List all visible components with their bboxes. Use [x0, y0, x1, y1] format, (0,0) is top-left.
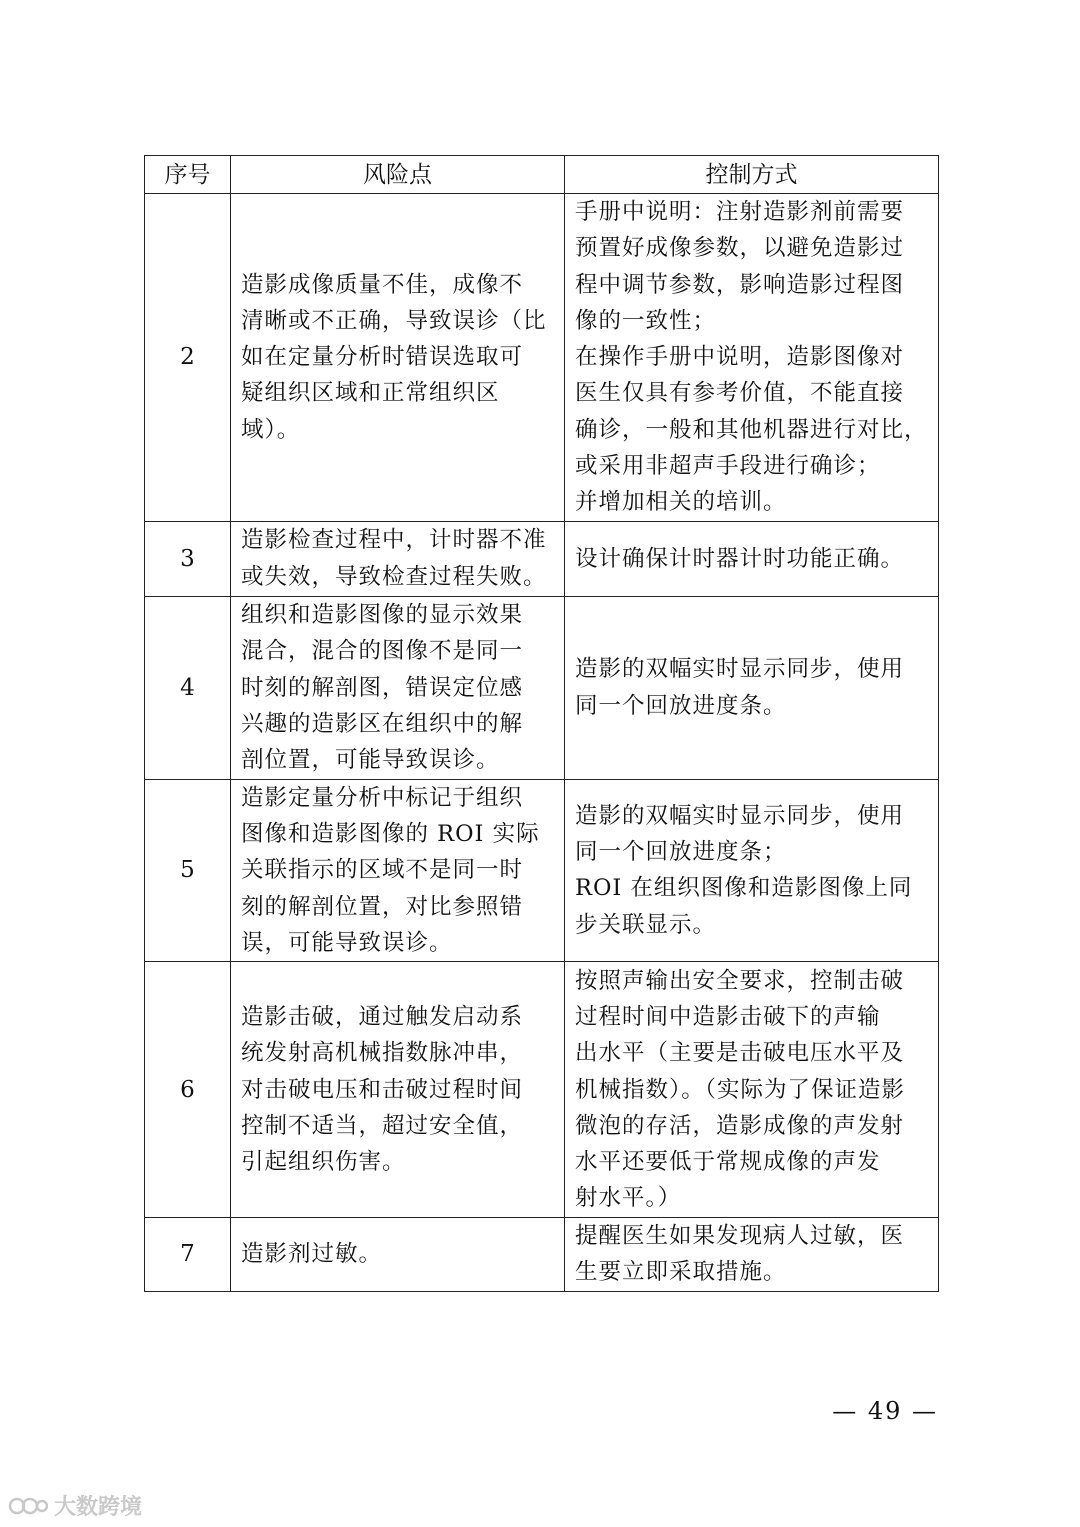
- risk-text-line: 剖位置，可能导致误诊。: [241, 747, 500, 774]
- table-row: [145, 194, 939, 522]
- control-text-line: 预置好成像参数，以避免造影过: [575, 235, 905, 262]
- risk-text-line: 对击破电压和击破过程时间: [241, 1076, 524, 1103]
- risk-text-line: 统发射高机械指数脉冲串，: [241, 1040, 524, 1067]
- row-index: 5: [145, 779, 231, 961]
- control-text-line: 生要立即采取措施。: [575, 1259, 787, 1286]
- control-text-line: 微泡的存活，造影成像的声发射: [575, 1112, 905, 1139]
- risk-text-line: 造影成像质量不佳，成像不: [241, 271, 524, 298]
- row-index: 2: [145, 194, 231, 522]
- table-header-row: [145, 156, 939, 194]
- control-text-line: 设计确保计时器计时功能正确。: [575, 545, 905, 572]
- row-index: 4: [145, 596, 231, 779]
- control-cell: [565, 1218, 939, 1292]
- control-text-line: 步关联显示。: [575, 911, 717, 938]
- risk-text-line: 疑组织区域和正常组织区: [241, 380, 500, 407]
- control-text-line: 机械指数）。（实际为了保证造影: [575, 1076, 906, 1103]
- risk-text-line: 造影定量分析中标记于组织: [241, 784, 524, 811]
- control-text-line: 提醒医生如果发现病人过敏，医: [575, 1223, 905, 1250]
- risk-text-line: 引起组织伤害。: [241, 1149, 406, 1176]
- risk-text-line: 清晰或不正确，导致误诊（比: [241, 307, 547, 334]
- risk-text-line: 兴趣的造影区在组织中的解: [241, 710, 524, 737]
- control-text-line: 像的一致性；: [575, 307, 717, 334]
- control-text-line: 造影的双幅实时显示同步，使用: [575, 802, 905, 829]
- control-text-line: 按照声输出安全要求，控制击破: [575, 967, 905, 994]
- risk-text-line: 关联指示的区域不是同一时: [241, 857, 524, 884]
- control-text-line: 并增加相关的培训。: [575, 489, 787, 516]
- risk-text-line: 混合，混合的图像不是同一: [241, 638, 524, 665]
- control-text-line: 医生仅具有参考价值，不能直接: [575, 380, 905, 407]
- control-text-line: 水平还要低于常规成像的声发: [575, 1149, 881, 1176]
- table-row: [145, 596, 939, 779]
- risk-text-line: 图像和造影图像的 ROI 实际: [241, 820, 540, 847]
- risk-text-line: 造影击破，通过触发启动系: [241, 1003, 524, 1030]
- page-number: — 49 —: [832, 1397, 938, 1425]
- risk-text-line: 或失效，导致检查过程失败。: [241, 563, 547, 590]
- watermark-text: 大数跨境: [54, 1495, 143, 1520]
- header-index: 序号: [145, 156, 231, 194]
- control-cell: [565, 779, 939, 961]
- control-text-line: 手册中说明：注射造影剂前需要: [575, 199, 905, 225]
- risk-cell: [231, 779, 565, 961]
- control-text-line: 出水平（主要是击破电压水平及: [575, 1040, 905, 1067]
- risk-text-line: 域）。: [241, 416, 301, 443]
- row-index: 6: [145, 962, 231, 1218]
- risk-text-line: 组织和造影图像的显示效果: [241, 601, 524, 628]
- watermark-logo-icon: [8, 1494, 48, 1518]
- control-text-line: 程中调节参数，影响造影过程图: [575, 271, 905, 298]
- control-text-line: 或采用非超声手段进行确诊；: [575, 453, 881, 480]
- risk-cell: [231, 962, 565, 1218]
- watermark: [8, 1490, 142, 1521]
- risk-text-line: 造影检查过程中，计时器不准: [241, 527, 547, 554]
- row-index: 7: [145, 1218, 231, 1292]
- risk-cell: [231, 521, 565, 596]
- control-text-line: 造影的双幅实时显示同步，使用: [575, 656, 905, 683]
- risk-text-line: 时刻的解剖图，错误定位感: [241, 674, 524, 701]
- control-text-line: 同一个回放进度条。: [575, 692, 787, 719]
- table-row: [145, 1218, 939, 1292]
- table-row: [145, 779, 939, 961]
- control-text-line: 确诊，一般和其他机器进行对比，: [575, 416, 928, 443]
- header-risk: 风险点: [231, 156, 565, 194]
- control-text-line: 过程时间中造影击破下的声输: [575, 1003, 881, 1030]
- risk-text-line: 误，可能导致误诊。: [241, 929, 453, 956]
- row-index: 3: [145, 521, 231, 596]
- table-row: [145, 521, 939, 596]
- control-cell: [565, 521, 939, 596]
- risk-cell: [231, 596, 565, 779]
- risk-text-line: 控制不适当，超过安全值，: [241, 1112, 524, 1139]
- table-row: [145, 962, 939, 1218]
- risk-control-table: [144, 155, 939, 1292]
- risk-cell: [231, 194, 565, 522]
- control-text-line: 同一个回放进度条；: [575, 839, 787, 866]
- risk-text-line: 刻的解剖位置，对比参照错: [241, 893, 524, 920]
- control-cell: [565, 596, 939, 779]
- risk-text-line: 如在定量分析时错误选取可: [241, 344, 524, 371]
- risk-text-line: 造影剂过敏。: [241, 1241, 383, 1268]
- control-text-line: ROI 在组织图像和造影图像上同: [575, 875, 913, 902]
- control-text-line: 在操作手册中说明，造影图像对: [575, 344, 905, 371]
- control-cell: [565, 962, 939, 1218]
- control-text-line: 射水平。）: [575, 1185, 682, 1212]
- risk-cell: [231, 1218, 565, 1292]
- header-control: 控制方式: [565, 156, 939, 194]
- control-cell: [565, 194, 939, 522]
